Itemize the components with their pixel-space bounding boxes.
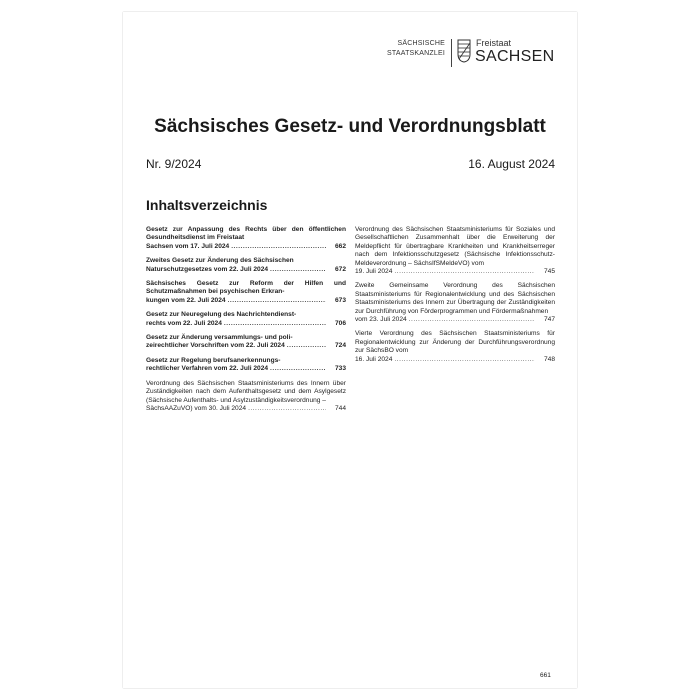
toc-entry-tail <box>355 316 555 324</box>
toc-entry[interactable] <box>355 282 555 324</box>
toc-column-right <box>355 226 555 370</box>
brand-large: SACHSEN <box>475 48 555 65</box>
toc-entry-title: Sächsisches Gesetz zur Reform der Hilfen und Schutzmaßnahmen bei psychischen Erkran- <box>146 280 346 296</box>
toc-entry[interactable] <box>146 357 346 374</box>
toc-entry-page: 673 <box>334 296 346 304</box>
toc-entry-tail <box>146 405 346 413</box>
toc-entry-tail <box>355 356 555 364</box>
toc-entry-date: zeirechtlicher Vorschriften vom 22. Juli 2024 <box>146 342 285 350</box>
toc-leader-dots <box>248 405 326 413</box>
toc-leader-dots <box>270 365 326 373</box>
toc-entry-page: 747 <box>543 316 555 324</box>
toc-leader-dots <box>228 297 326 305</box>
toc-leader-dots <box>409 316 535 324</box>
brand-small: Freistaat <box>476 38 512 48</box>
toc-entry-date: 19. Juli 2024 <box>355 268 393 276</box>
toc-entry-page: 748 <box>543 355 555 363</box>
org-name <box>383 39 445 59</box>
toc-entry-date: Sachsen vom 17. Juli 2024 <box>146 242 230 250</box>
toc-entry-tail <box>146 243 346 251</box>
toc-leader-dots <box>270 266 326 274</box>
toc-entry-page: 744 <box>334 404 346 412</box>
toc-entry-date: kungen vom 22. Juli 2024 <box>146 296 226 304</box>
state-logo <box>383 37 558 69</box>
toc-entry[interactable] <box>146 280 346 305</box>
toc-entry-date: rechts vom 22. Juli 2024 <box>146 319 222 327</box>
toc-entry-tail <box>146 342 346 350</box>
toc-heading: Inhaltsverzeichnis <box>146 197 268 213</box>
toc-entry-tail <box>355 268 555 276</box>
toc-entry[interactable] <box>146 380 346 414</box>
toc-entry-date: rechtlicher Verfahren vom 22. Juli 2024 <box>146 365 269 373</box>
toc-entry-date: 16. Juli 2024 <box>355 355 393 363</box>
toc-entry-page: 672 <box>334 265 346 273</box>
org-line-1: SÄCHSISCHE <box>397 40 445 47</box>
toc-entry-title: Gesetz zur Regelung berufsanerkennungs- <box>146 356 281 364</box>
page-title: Sächsisches Gesetz- und Verordnungsblatt <box>154 116 546 137</box>
toc-entry-title: Zweite Gemeinsame Verordnung des Sächsischen Staatsministeriums für Regionalentwicklung und des Sächsischen Staatsministeriums des Innern zur Übertragung der Zuständigkeiten zur Durchführung von Förderprogrammen und Fördermaßnahmen <box>355 282 555 315</box>
toc-entry-tail <box>146 320 346 328</box>
toc-leader-dots <box>224 320 326 328</box>
toc-leader-dots <box>287 342 326 350</box>
toc-entry-title: Verordnung des Sächsischen Staatsministeriums des Innern über Zuständigkeiten nach dem Aufenthaltsgesetz und dem Asylgesetz (Sächsische Aufenthalts- und Asylzuständigkeitsverordnung – <box>146 379 346 404</box>
toc-entry-title: Zweites Gesetz zur Änderung des Sächsischen <box>146 257 294 265</box>
toc-entry-tail <box>146 365 346 373</box>
toc-entry[interactable] <box>355 226 555 276</box>
toc-leader-dots <box>394 268 535 276</box>
toc-entry-title: Gesetz zur Neuregelung des Nachrichtendienst- <box>146 311 297 319</box>
toc-leader-dots <box>231 243 326 251</box>
toc-entry[interactable] <box>146 311 346 328</box>
toc-entry-title: Gesetz zur Anpassung des Rechts über den öffentlichen Gesundheitsdienst im Freistaat <box>146 226 346 242</box>
toc-entry-title: Gesetz zur Änderung versammlungs- und poli- <box>146 334 293 342</box>
toc-entry[interactable] <box>146 226 346 251</box>
coat-of-arms-icon <box>457 39 471 63</box>
toc-leader-dots <box>394 356 535 364</box>
issue-date: 16. August 2024 <box>468 157 555 171</box>
issue-number: Nr. 9/2024 <box>146 157 202 171</box>
toc-entry-date: vom 23. Juli 2024 <box>355 316 407 324</box>
toc-entry-page: 745 <box>543 268 555 276</box>
org-line-2: STAATSKANZLEI <box>387 50 445 57</box>
page-number: 661 <box>540 672 551 679</box>
toc-entry-title: Verordnung des Sächsischen Staatsministeriums für Soziales und Gesellschaftlichen Zusammenhalt über die Erweiterung der Meldepflicht für übertragbare Krankheiten und Krankheitserreger nach dem Infektionsschutzgesetz (Sächsische Infektionsschutz-Meldeverordnung – SächsIfSMeldeVO) vom <box>355 226 555 267</box>
toc-entry-page: 733 <box>334 365 346 373</box>
toc-entry-tail <box>146 266 346 274</box>
toc-entry[interactable] <box>355 330 555 364</box>
logo-divider <box>451 39 452 67</box>
toc-entry-page: 706 <box>334 319 346 327</box>
toc-entry-tail <box>146 297 346 305</box>
toc-entry-page: 662 <box>334 242 346 250</box>
toc-entry[interactable] <box>146 257 346 274</box>
toc-entry-date: Naturschutzgesetzes vom 22. Juli 2024 <box>146 265 269 273</box>
toc-entry[interactable] <box>146 334 346 351</box>
toc-column-left <box>146 226 346 419</box>
toc-entry-page: 724 <box>334 342 346 350</box>
toc-entry-date: SächsAAZuVO) vom 30. Juli 2024 <box>146 404 247 412</box>
toc-entry-title: Vierte Verordnung des Sächsischen Staatsministeriums für Regionalentwicklung zur Änderung der Durchführungsverordnung zur SächsBO vom <box>355 330 555 355</box>
